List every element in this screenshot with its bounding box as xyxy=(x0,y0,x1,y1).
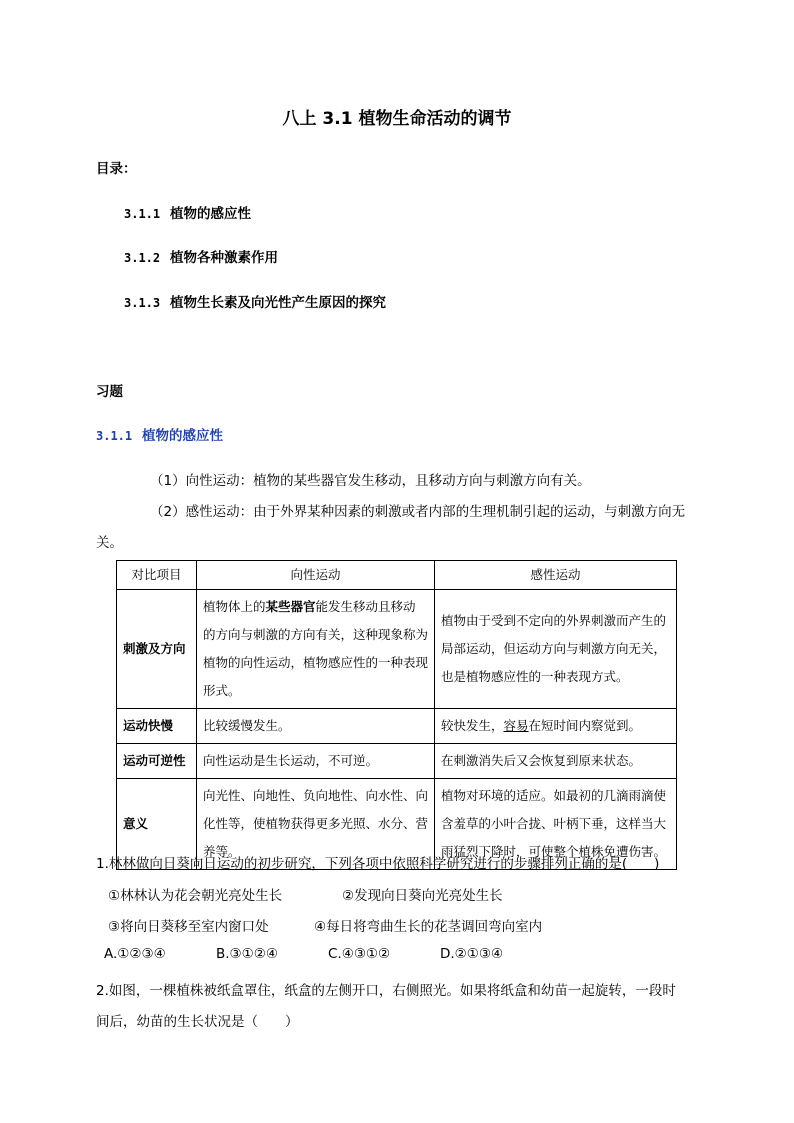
exercises-heading: 习题 xyxy=(96,384,123,400)
paragraph-nastic-line1: （2）感性运动：由于外界某种因素的刺激或者内部的生理机制引起的运动，与刺激方向无 xyxy=(150,504,686,520)
paragraph-nastic-line2: 关。 xyxy=(96,535,123,551)
toc-item-label: 植物的感应性 xyxy=(170,206,251,222)
question-1-option: ①林林认为花会朝光亮处生长 xyxy=(108,888,283,904)
toc-item-label: 植物各种激素作用 xyxy=(170,250,278,266)
table-cell xyxy=(435,709,677,744)
row-label: 刺激及方向 xyxy=(117,590,197,709)
table-cell: 向性运动是生长运动，不可逆。 xyxy=(197,744,435,779)
question-2-line2: 间后，幼苗的生长状况是（ ） xyxy=(96,1014,299,1030)
choice-d[interactable]: D.②①③④ xyxy=(440,946,504,962)
table-row xyxy=(117,590,677,709)
question-1-option: ④每日将弯曲生长的花茎调回弯向室内 xyxy=(314,919,543,935)
toc-item-label: 植物生长素及向光性产生原因的探究 xyxy=(170,295,386,311)
cell-text: 较快发生， xyxy=(441,718,504,733)
table-cell: 在刺激消失后又会恢复到原来状态。 xyxy=(435,744,677,779)
comparison-table xyxy=(116,560,677,870)
table-row xyxy=(117,744,677,779)
table-cell xyxy=(197,590,435,709)
choice-c[interactable]: C.④③①② xyxy=(328,946,391,962)
table-row xyxy=(117,709,677,744)
cell-text: 在短时间内察觉到。 xyxy=(528,718,642,733)
table-cell: 比较缓慢发生。 xyxy=(197,709,435,744)
question-2-line1: 2.如图，一棵植株被纸盒罩住，纸盒的左侧开口，右侧照光。如果将纸盒和幼苗一起旋转，一段时 xyxy=(96,983,676,999)
section-number: 3.1.1 xyxy=(96,429,133,443)
row-label: 运动快慢 xyxy=(117,709,197,744)
choice-a[interactable]: A.①②③④ xyxy=(104,946,166,962)
paragraph-tropism: （1）向性运动：植物的某些器官发生移动，且移动方向与刺激方向有关。 xyxy=(150,473,591,489)
cell-emphasis: 某些器官 xyxy=(265,599,316,614)
section-heading xyxy=(96,424,223,444)
toc-item-number: 3.1.1 xyxy=(124,207,161,221)
table-header-row xyxy=(117,561,677,590)
cell-text: 植物体上的 xyxy=(203,599,266,614)
choice-b[interactable]: B.③①②④ xyxy=(216,946,278,962)
cell-text: 能发生移动且移动的方向与刺激的方向有关，这种现象称为植物的向性运动，植物感应性的一种表现形式。 xyxy=(203,599,429,698)
toc-item[interactable] xyxy=(124,202,251,222)
page-title: 八上 3.1 植物生命活动的调节 xyxy=(282,109,512,129)
toc-item-number: 3.1.3 xyxy=(124,296,161,310)
section-label: 植物的感应性 xyxy=(142,428,223,444)
table-header: 感性运动 xyxy=(435,561,677,590)
question-1-stem: 1.林林做向日葵向日运动的初步研究，下列各项中依照科学研究进行的步骤排列正确的是( ) xyxy=(96,856,660,872)
toc-item-number: 3.1.2 xyxy=(124,251,161,265)
table-header: 向性运动 xyxy=(197,561,435,590)
row-label: 运动可逆性 xyxy=(117,744,197,779)
toc-heading: 目录： xyxy=(96,161,137,177)
table-cell: 植物对环境的适应。如最初的几滴雨滴使含羞草的小叶合拢、叶柄下垂，这样当大雨猛烈下降时，可使整个植株免遭伤害。 xyxy=(435,779,677,870)
question-1-option: ③将向日葵移至室内窗口处 xyxy=(108,919,269,935)
table-header: 对比项目 xyxy=(117,561,197,590)
table-cell: 植物由于受到不定向的外界刺激而产生的局部运动，但运动方向与刺激方向无关，也是植物感应性的一种表现方式。 xyxy=(435,590,677,709)
toc-item[interactable] xyxy=(124,291,386,311)
row-label: 意义 xyxy=(117,779,197,870)
question-1-option: ②发现向日葵向光亮处生长 xyxy=(342,888,503,904)
toc-item[interactable] xyxy=(124,246,278,266)
cell-underlined: 容易 xyxy=(503,718,529,733)
table-cell: 向光性、向地性、负向地性、向水性、向化性等，使植物获得更多光照、水分、营养等。 xyxy=(197,779,435,870)
